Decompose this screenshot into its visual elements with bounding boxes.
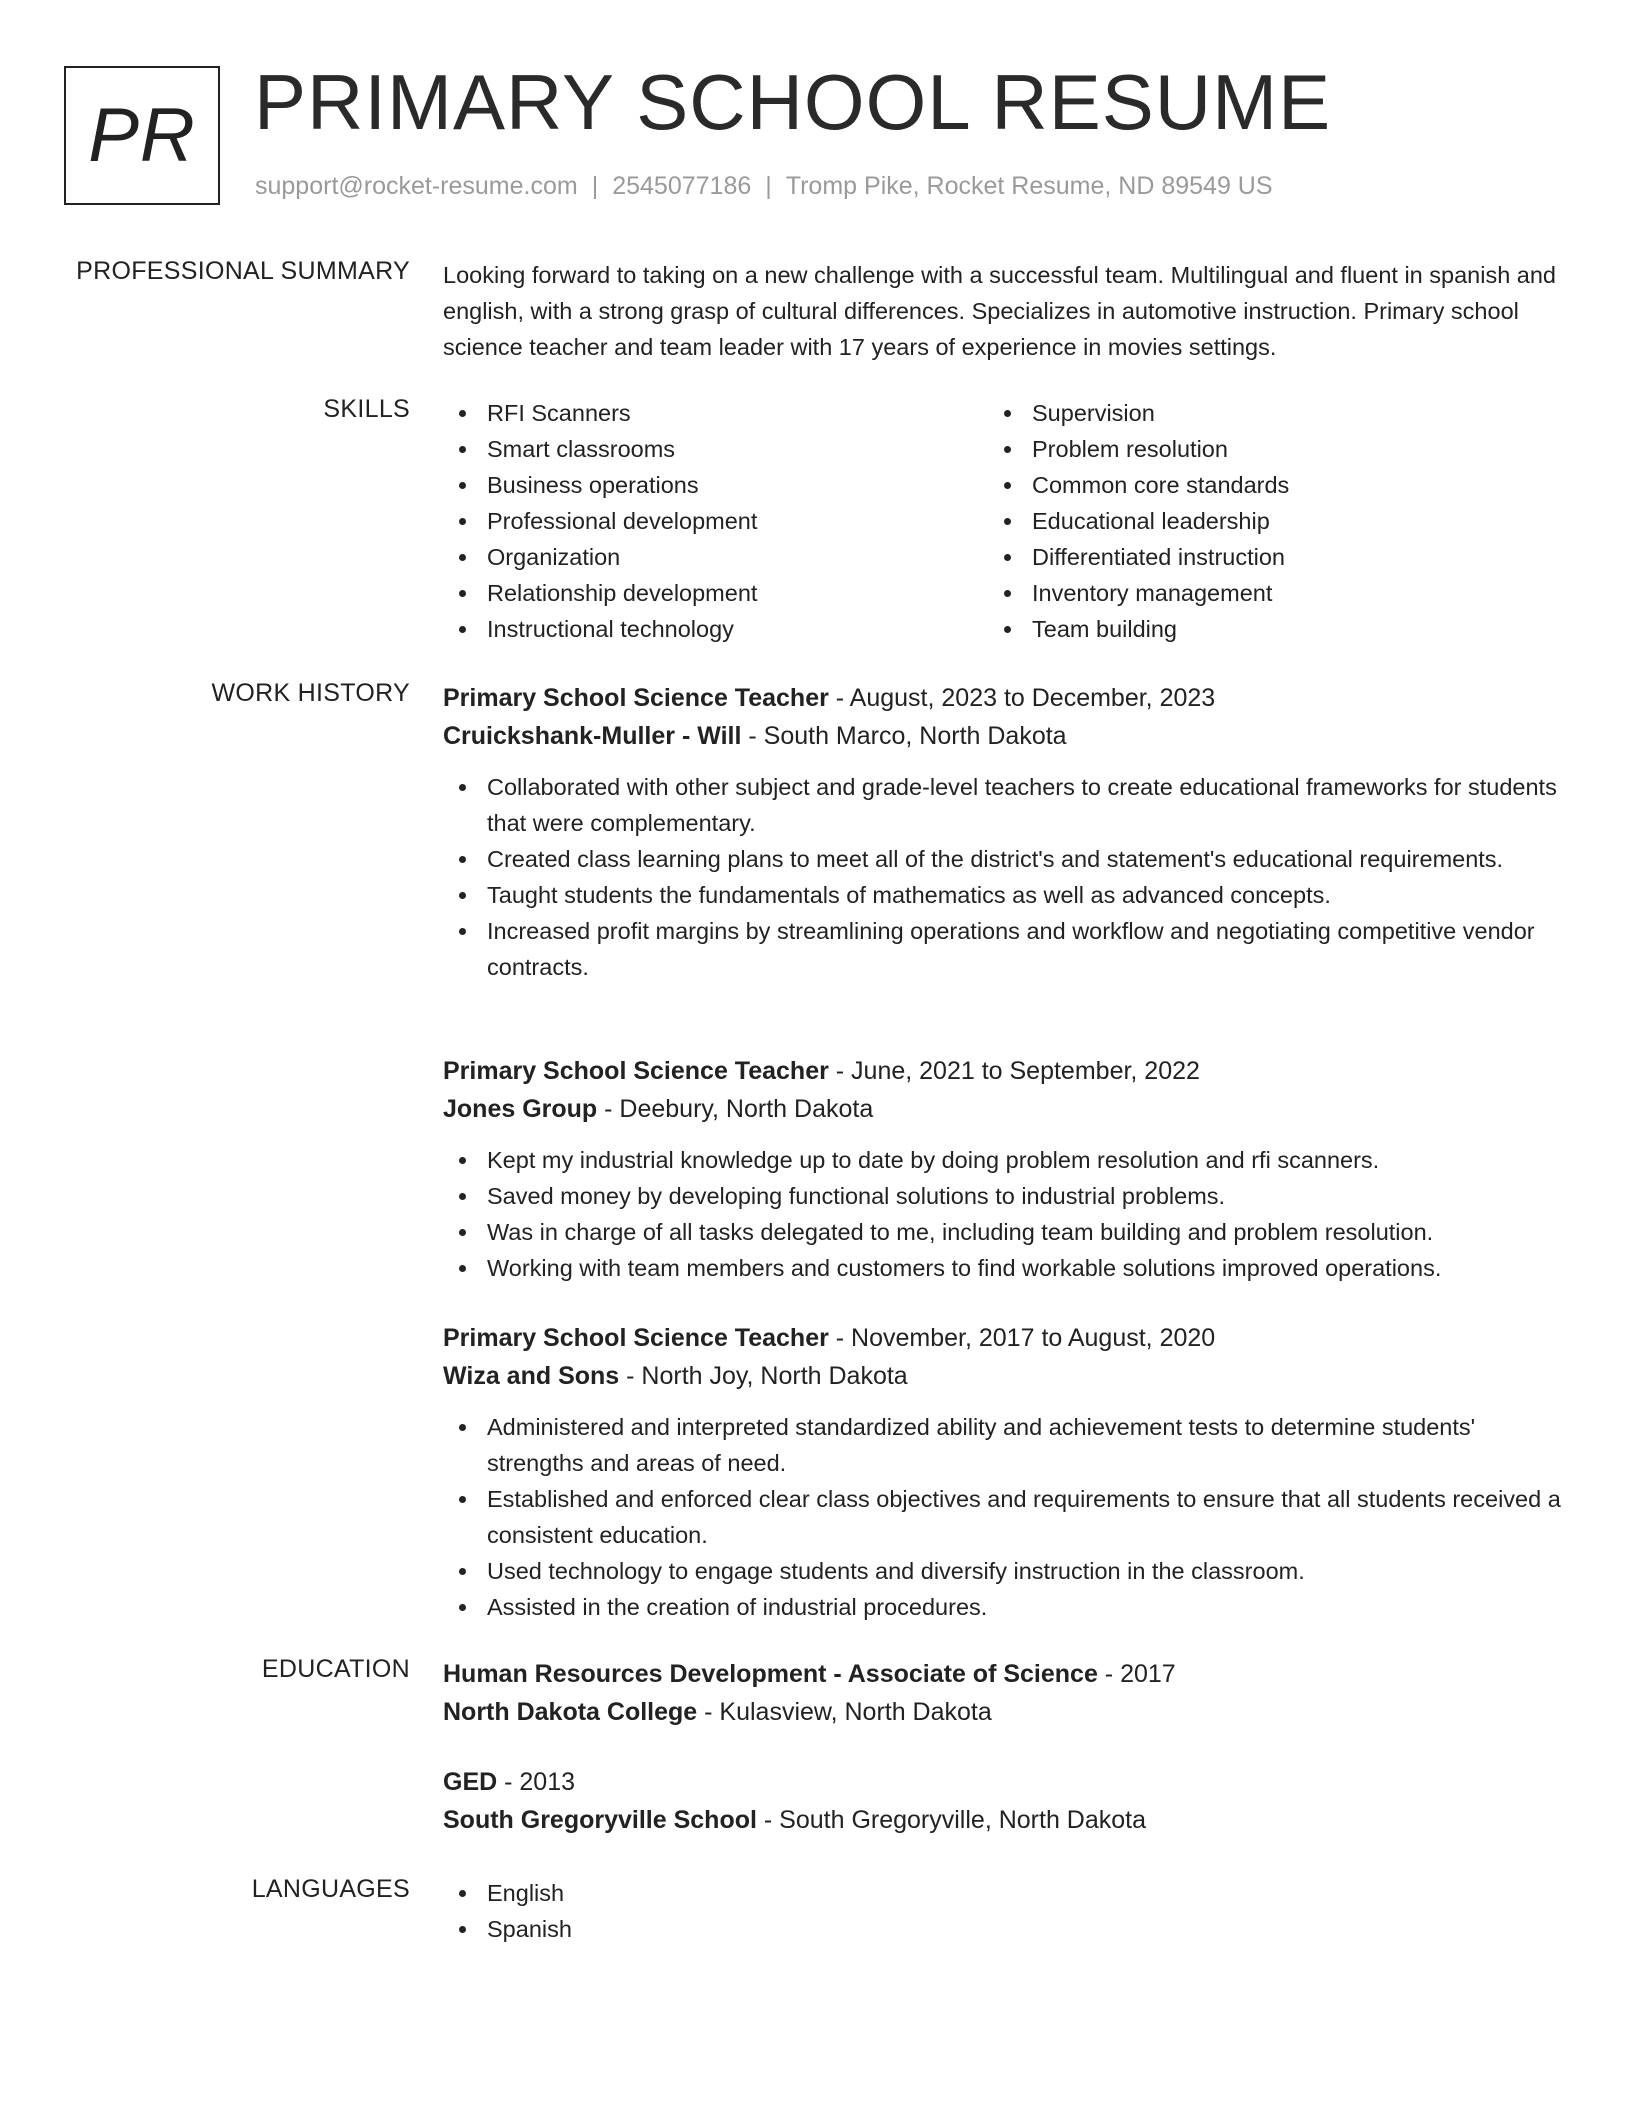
skill-item: Problem resolution [988, 431, 1533, 467]
education-school-line [443, 1801, 1573, 1839]
education-year: - 2017 [1097, 1660, 1176, 1688]
job-bullet: Used technology to engage students and diversify instruction in the classroom. [443, 1553, 1573, 1589]
job-bullet: Kept my industrial knowledge up to date by doing problem resolution and rfi scanners. [443, 1142, 1573, 1178]
job-company: Cruickshank-Muller - Will [443, 722, 742, 750]
job-role-line [443, 1052, 1573, 1090]
education-entry [443, 1763, 1573, 1839]
section-title: WORK HISTORY [211, 679, 410, 707]
job-role-line [443, 679, 1573, 717]
summary-text: Looking forward to taking on a new challenge with a successful team. Multilingual and fluent in spanish and english, with a strong grasp of cultural differences. Specializes in automotive instruction. Primary school science teacher and team leader with 17 years of experience in movies settings. [443, 262, 1557, 360]
job-role: Primary School Science Teacher [443, 684, 829, 712]
job-company: Jones Group [443, 1095, 598, 1123]
skill-item: Organization [443, 539, 988, 575]
skill-item: Differentiated instruction [988, 539, 1533, 575]
job-bullet: Saved money by developing functional solutions to industrial problems. [443, 1178, 1573, 1214]
skills-list-right [988, 395, 1533, 647]
languages-list [443, 1875, 1573, 1947]
section-title: PROFESSIONAL SUMMARY [76, 257, 410, 285]
contact-address: Tromp Pike, Rocket Resume, ND 89549 US [785, 172, 1273, 200]
job-bullets [443, 1409, 1573, 1625]
education-location: - South Gregoryville, North Dakota [756, 1806, 1147, 1834]
contact-email: support@rocket-resume.com [255, 172, 578, 200]
skill-item: Relationship development [443, 575, 988, 611]
section-title: LANGUAGES [251, 1875, 410, 1903]
skill-item: Inventory management [988, 575, 1533, 611]
job-bullet: Working with team members and customers to find workable solutions improved operations. [443, 1250, 1573, 1286]
job-dates: - August, 2023 to December, 2023 [828, 684, 1216, 712]
language-item: English [443, 1875, 1573, 1911]
job-dates: - June, 2021 to September, 2022 [828, 1057, 1200, 1085]
job-dates: - November, 2017 to August, 2020 [828, 1324, 1216, 1352]
job-bullet: Established and enforced clear class objectives and requirements to ensure that all students received a consistent education. [443, 1481, 1573, 1553]
skill-item: RFI Scanners [443, 395, 988, 431]
language-item: Spanish [443, 1911, 1573, 1947]
monogram-box [64, 66, 220, 205]
education-year: - 2013 [497, 1768, 576, 1796]
education-school: North Dakota College [443, 1698, 698, 1726]
languages-body [443, 1875, 1573, 1947]
skills-columns [443, 395, 1573, 647]
job-entry [443, 679, 1573, 985]
skill-item: Common core standards [988, 467, 1533, 503]
contact-separator: | [765, 172, 772, 200]
contact-phone: 2545077186 [612, 172, 752, 200]
education-degree-line [443, 1655, 1573, 1693]
education-degree-line [443, 1763, 1573, 1801]
skill-item: Instructional technology [443, 611, 988, 647]
contact-line [255, 172, 1273, 201]
education-school: South Gregoryville School [443, 1806, 757, 1834]
resume-title: PRIMARY SCHOOL RESUME [254, 58, 1332, 146]
job-role: Primary School Science Teacher [443, 1324, 829, 1352]
education-degree: GED [443, 1768, 498, 1796]
education-school-line [443, 1693, 1573, 1731]
job-bullet: Administered and interpreted standardized ability and achievement tests to determine students' strengths and areas of need. [443, 1409, 1573, 1481]
skill-item: Educational leadership [988, 503, 1533, 539]
job-company: Wiza and Sons [443, 1362, 620, 1390]
job-entry [443, 1052, 1573, 1286]
job-bullet: Taught students the fundamentals of mathematics as well as advanced concepts. [443, 877, 1573, 913]
job-location: - Deebury, North Dakota [597, 1095, 874, 1123]
job-bullets [443, 769, 1573, 985]
job-role-line [443, 1319, 1573, 1357]
job-bullet: Created class learning plans to meet all of the district's and statement's educational requirements. [443, 841, 1573, 877]
job-location: - North Joy, North Dakota [619, 1362, 908, 1390]
section-title: EDUCATION [261, 1655, 410, 1683]
job-bullet: Collaborated with other subject and grade-level teachers to create educational frameworks for students that were complementary. [443, 769, 1573, 841]
job-entry [443, 1319, 1573, 1625]
monogram-initials: PR [88, 93, 196, 178]
section-title: SKILLS [323, 395, 410, 423]
education-location: - Kulasview, North Dakota [697, 1698, 992, 1726]
job-company-line [443, 1357, 1573, 1395]
job-role: Primary School Science Teacher [443, 1057, 829, 1085]
job-bullet: Assisted in the creation of industrial procedures. [443, 1589, 1573, 1625]
skills-list-left [443, 395, 988, 647]
job-company-line [443, 1090, 1573, 1128]
skill-item: Professional development [443, 503, 988, 539]
skill-item: Business operations [443, 467, 988, 503]
skill-item: Smart classrooms [443, 431, 988, 467]
skill-item: Supervision [988, 395, 1533, 431]
education-degree: Human Resources Development - Associate of Science [443, 1660, 1098, 1688]
job-company-line [443, 717, 1573, 755]
education-entry [443, 1655, 1573, 1731]
skill-item: Team building [988, 611, 1533, 647]
job-bullets [443, 1142, 1573, 1286]
contact-separator: | [591, 172, 599, 200]
job-location: - South Marco, North Dakota [741, 722, 1067, 750]
job-bullet: Was in charge of all tasks delegated to me, including team building and problem resolution. [443, 1214, 1573, 1250]
job-bullet: Increased profit margins by streamlining operations and workflow and negotiating competitive vendor contracts. [443, 913, 1573, 985]
